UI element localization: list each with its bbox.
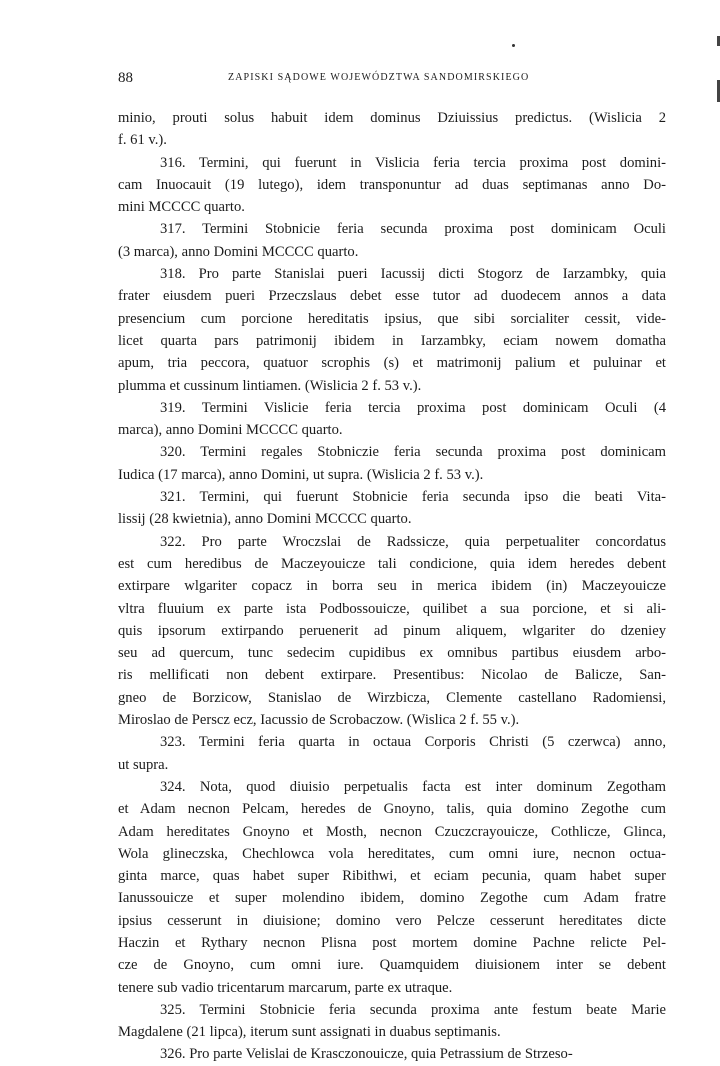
text-line: cam Inuocauit (19 lutego), idem transponuntur ad duas septimanas anno Do- [118,176,666,193]
text-line: Magdalene (21 lipca), iterum sunt assignati in duabus septimanis. [118,1024,501,1041]
text-line: quis ipsorum extirpando peruenerit ad pinum aliquem, wlgariter do dzeniey [118,622,666,639]
entry-324-start: 324. Nota, quod diuisio perpetualis facta est inter dominum Zegotham [160,778,666,795]
text-line: Haczin et Rythary necnon Plisna post mortem domine Pachne relicte Pel- [118,934,666,951]
text-line: presencium cum porcione hereditatis ipsius, que sibi sorcialiter cessit, vide- [118,310,666,327]
text-line: frater eiusdem pueri Przeczslaus debet esse tutor ad duodecem annos a data [118,288,666,305]
text-line: Miroslao de Perscz ecz, Iacussio de Scrobaczow. (Wislica 2 f. 55 v.). [118,712,520,729]
entry-326-start: 326. Pro parte Velislai de Krasczonouicze, quia Petrassium de Strzeso- [160,1046,573,1063]
text-line: Adam hereditates Gnoyno et Mosth, necnon Czuczcrayouicze, Cothlicze, Glinca, [118,823,666,840]
text-line: Iudica (17 marca), anno Domini, ut supra. (Wislicia 2 f. 53 v.). [118,466,484,483]
entry-321-start: 321. Termini, qui fuerunt Stobnicie feria secunda ipso die beati Vita- [160,489,666,506]
entry-317-start: 317. Termini Stobnicie feria secunda proxima post dominicam Oculi [160,221,666,238]
text-line: tenere sub vadio tricentarum marcarum, parte ex utraque. [118,979,453,996]
text-line: mini MCCCC quarto. [118,199,245,216]
text-line: plumma et cussinum lintiamen. (Wislicia 2 f. 53 v.). [118,377,422,394]
entry-320-start: 320. Termini regales Stobniczie feria secunda proxima post dominicam [160,444,666,461]
text-line: Wola glineczska, Chechlowca vola hereditates, cum omni iure, necnon octua- [118,845,666,862]
body-text [118,107,666,1066]
entry-325-start: 325. Termini Stobnicie feria secunda proxima ante festum beate Marie [160,1001,666,1018]
scan-speck [512,44,515,47]
text-line: (3 marca), anno Domini MCCCC quarto. [118,243,359,260]
entry-318-start: 318. Pro parte Stanislai pueri Iacussij dicti Stogorz de Iarzambky, quia [160,266,666,283]
page-header [118,70,666,88]
text-line: extirpare wlgariter copacz in borra seu in merica ibidem (in) Maczeyouicze [118,578,666,595]
text-line: est cum heredibus de Maczeyouicze tali condicione, quia idem heredes debent [118,555,666,572]
entry-322-start: 322. Pro parte Wroczslai de Radssicze, quia perpetualiter concordatus [160,533,666,550]
page-number: 88 [118,70,133,86]
text-line: vltra fluuium ex parte ista Podbossouicze, quilibet a sua porcione, et si ali- [118,600,666,617]
text-line: apum, tria peccora, quatuor scrophis (s) et matrimonij palium et puluinar et [118,355,666,372]
text-line: licet quarta pars patrimonij ibidem in Iarzambky, eciam nowem domatha [118,332,666,349]
entry-316-start: 316. Termini, qui fuerunt in Vislicia feria tercia proxima post domini- [160,154,666,171]
text-line: f. 61 v.). [118,132,167,149]
text-line: et Adam necnon Pelcam, heredes de Gnoyno, talis, quia domino Zegothe cum [118,801,666,818]
text-line: gneo de Borzicow, Stanislao de Wirzbicza, Clemente castellano Radomiensi, [118,689,666,706]
text-line: ris mellificati non debent extirpare. Presentibus: Nicolao de Balicze, San- [118,667,666,684]
text-line: Ianussouicze et super molendino ibidem, domino Zegothe cum Adam fratre [118,890,666,907]
running-title: ZAPISKI SĄDOWE WOJEWÓDZTWA SANDOMIRSKIEGO [228,72,530,83]
text-line: marca), anno Domini MCCCC quarto. [118,422,343,439]
text-line: ut supra. [118,756,169,773]
text-line: ginta marce, quas habet super Ribithwi, et eciam pecunia, quam habet super [118,868,666,885]
text-line: ipsius cesserunt in diuisione; domino vero Pelcze cesserunt hereditates dicte [118,912,666,929]
entry-319-start: 319. Termini Vislicie feria tercia proxima post dominicam Oculi (4 [160,399,666,416]
text-line: seu ad quercum, tunc sedecim cupidibus ex omnibus partibus eiusdem arbo- [118,645,666,662]
text-line: minio, prouti solus habuit idem dominus Dziuissius predictus. (Wislicia 2 [118,110,666,126]
text-line: cze de Gnoyno, cum omni iure. Quamquidem diuisionem inter se debent [118,957,666,974]
text-line: lissij (28 kwietnia), anno Domini MCCCC quarto. [118,511,412,528]
entry-323-start: 323. Termini feria quarta in octaua Corporis Christi (5 czerwca) anno, [160,734,666,751]
